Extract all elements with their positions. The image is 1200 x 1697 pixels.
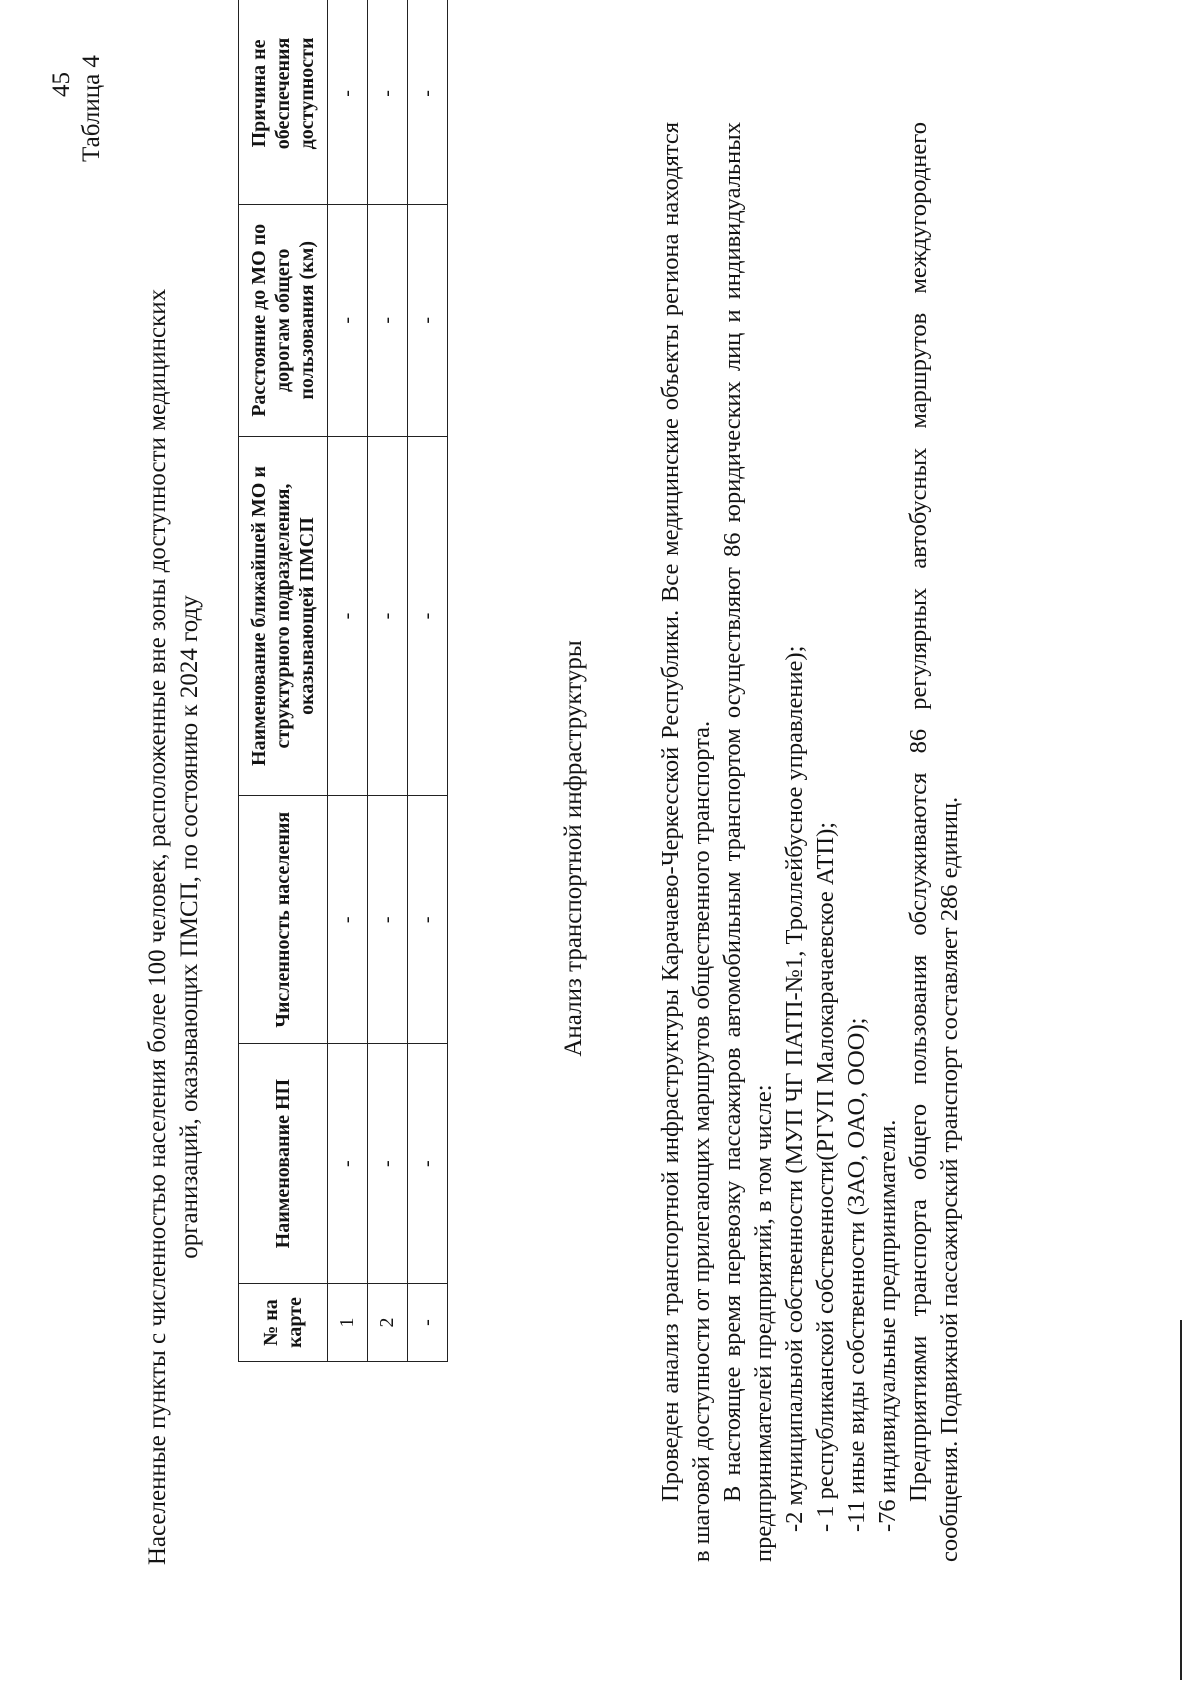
table-cell: - — [408, 436, 448, 796]
page-number: 45 — [48, 72, 75, 97]
table-cell: - — [368, 0, 408, 204]
table-row — [328, 0, 368, 1362]
table-cell: - — [408, 204, 448, 436]
table-cell: - — [328, 204, 368, 436]
table-cell: - — [408, 1044, 448, 1284]
table-caption: Таблица 4 — [78, 55, 105, 162]
table-cell: 1 — [328, 1284, 368, 1362]
table-row — [368, 0, 408, 1362]
paragraph: Предприятиями транспорта общего пользования обслуживаются 86 регулярных автобусных маршрутов междугороднего сообщения. Подвижной пассажирский транспорт составляет 286 единиц. — [905, 122, 963, 1562]
table-cell: - — [328, 436, 368, 796]
accessibility-table — [238, 0, 448, 1362]
table-cell: - — [368, 204, 408, 436]
table-row — [408, 0, 448, 1362]
paragraph: В настоящее время перевозку пассажиров автомобильным транспортом осуществляют 86 юридических лиц и индивидуальных предпринимателей предприятий, в том числе: — [719, 122, 777, 1562]
list-item: - 1 республиканской собственности(РГУП Малокарачаевское АТП); — [812, 821, 839, 1532]
header-population: Численность населения — [239, 796, 328, 1044]
header-reason: Причина не обеспечения доступности — [239, 0, 328, 204]
table-title: Населенные пункты с численностью населения более 100 человек, расположенные вне зоны доступности медицинских организаций, оказывающих ПМСП, по состоянию к 2024 году — [144, 288, 203, 1566]
list-item: -76 индивидуальные предприниматели. — [874, 1119, 901, 1532]
table-cell: - — [368, 796, 408, 1044]
table-cell: - — [408, 796, 448, 1044]
table-cell: - — [368, 1044, 408, 1284]
table-cell: - — [328, 1044, 368, 1284]
table-cell: - — [328, 0, 368, 204]
table-header-row — [239, 0, 328, 1362]
table-cell: - — [368, 436, 408, 796]
header-settlement-name: Наименование НП — [239, 1044, 328, 1284]
table-cell: 2 — [368, 1284, 408, 1362]
table-cell: - — [328, 796, 368, 1044]
list-item: -2 муниципальной собственности (МУП ЧГ ПАТП-№1, Троллейбусное управление); — [781, 645, 808, 1532]
section-heading: Анализ транспортной инфраструктуры — [560, 640, 587, 1057]
paragraph: Проведен анализ транспортной инфраструктуры Карачаево-Черкесской Республики. Все медицинские объекты региона находятся в шаговой доступности от прилегающих маршрутов общественного транспорта. — [657, 122, 715, 1562]
header-nearest-mo: Наименование ближайшей МО и структурного подразделения, оказывающей ПМСП — [239, 436, 328, 796]
list-item: -11 иные виды собственности (ЗАО, ОАО, ООО); — [843, 1017, 870, 1532]
table-cell: - — [408, 0, 448, 204]
header-distance: Расстояние до МО по дорогам общего пользования (км) — [239, 204, 328, 436]
table-cell: - — [408, 1284, 448, 1362]
body-text — [655, 122, 965, 1562]
scan-edge-line — [1180, 1320, 1182, 1680]
header-map-number: № на карте — [239, 1284, 328, 1362]
